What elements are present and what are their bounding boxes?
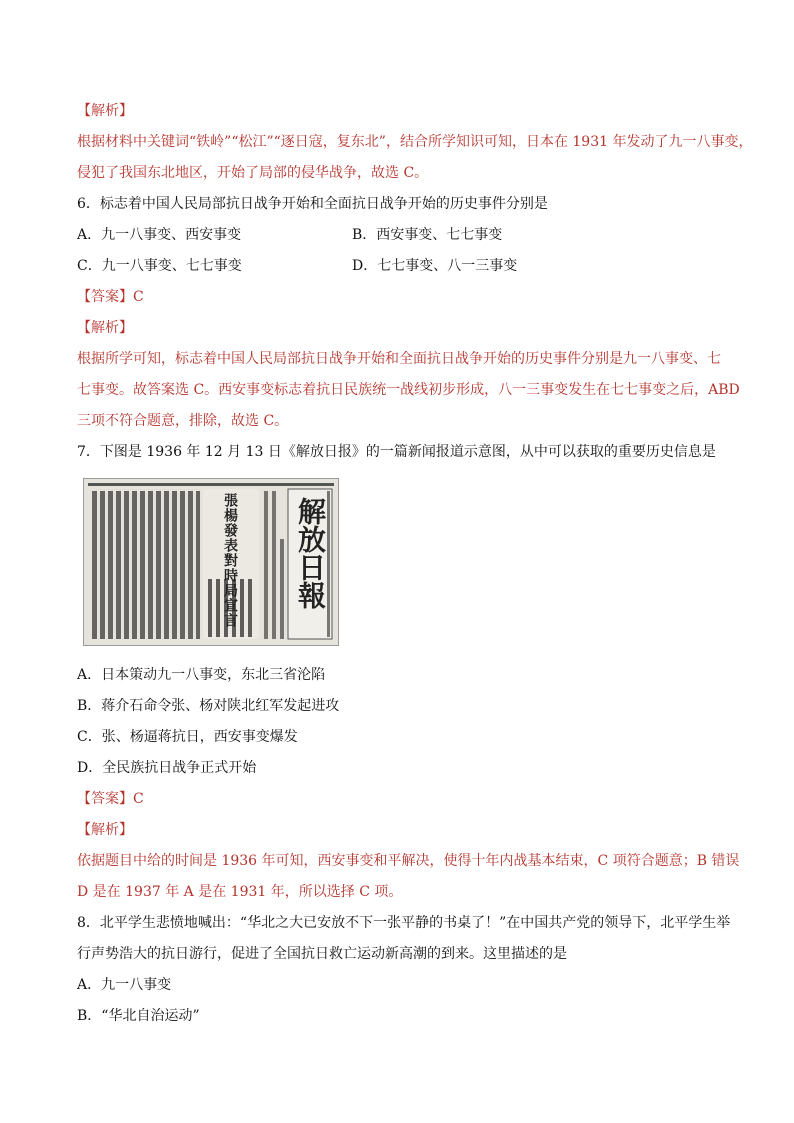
q7-option-c: C．张、杨逼蒋抗日，西安事变爆发: [77, 729, 298, 745]
question-6-stem: 6．标志着中国人民局部抗日战争开始和全面抗日战争开始的历史事件分别是: [77, 196, 548, 212]
q7-analysis-text: 依据题目中给的时间是 1936 年可知，西安事变和平解决，使得十年内战基本结束，C 项符合题意；B 错误: [77, 853, 740, 869]
q6-option-c: C．九一八事变、七七事变: [77, 258, 242, 274]
q7-analysis-heading: 【解析】: [77, 822, 133, 838]
q6-option-a: A．九一八事变、西安事变: [77, 227, 242, 243]
q7-answer: 【答案】C: [77, 791, 144, 807]
newspaper-headline: 張楊發表對時局宣言: [222, 493, 238, 628]
newspaper-image: [83, 478, 339, 646]
q6-analysis-heading: 【解析】: [77, 320, 133, 336]
q8-option-b: B．“华北自治运动”: [77, 1008, 200, 1024]
question-8-stem: 8．北平学生悲愤地喊出：“华北之大已安放不下一张平静的书桌了！”在中国共产党的领导下，北平学生举: [77, 915, 731, 931]
q7-analysis-text: D 是在 1937 年 A 是在 1931 年，所以选择 C 项。: [77, 884, 403, 900]
q8-option-a: A．九一八事变: [77, 977, 172, 993]
analysis-text: 根据材料中关键词“铁岭”“松江”“逐日寇，复东北”，结合所学知识可知，日本在 1931 年发动了九一八事变，: [77, 134, 753, 150]
q6-analysis-text: 根据所学可知，标志着中国人民局部抗日战争开始和全面抗日战争开始的历史事件分别是九一八事变、七: [77, 351, 721, 367]
q6-option-b: B．西安事变、七七事变: [352, 227, 503, 243]
analysis-heading: 【解析】: [77, 103, 133, 119]
analysis-text: 侵犯了我国东北地区，开始了局部的侵华战争，故选 C。: [77, 165, 429, 181]
q7-option-d: D．全民族抗日战争正式开始: [77, 760, 257, 776]
question-7-stem: 7．下图是 1936 年 12 月 13 日《解放日报》的一篇新闻报道示意图，从中可以获取的重要历史信息是: [77, 444, 716, 460]
question-8-stem: 行声势浩大的抗日游行，促进了全国抗日救亡运动新高潮的到来。这里描述的是: [77, 946, 567, 962]
newspaper-masthead: 解放日報: [294, 497, 327, 609]
q7-option-a: A．日本策动九一八事变，东北三省沦陷: [77, 667, 326, 683]
q6-analysis-text: 三项不符合题意，排除，故选 C。: [77, 413, 289, 429]
q6-option-d: D．七七事变、八一三事变: [352, 258, 518, 274]
q6-analysis-text: 七事变。故答案选 C。西安事变标志着抗日民族统一战线初步形成，八一三事变发生在七七事变之后，ABD: [77, 382, 740, 398]
q7-option-b: B．蒋介石命令张、杨对陕北红军发起进攻: [77, 698, 340, 714]
q6-answer: 【答案】C: [77, 289, 144, 305]
